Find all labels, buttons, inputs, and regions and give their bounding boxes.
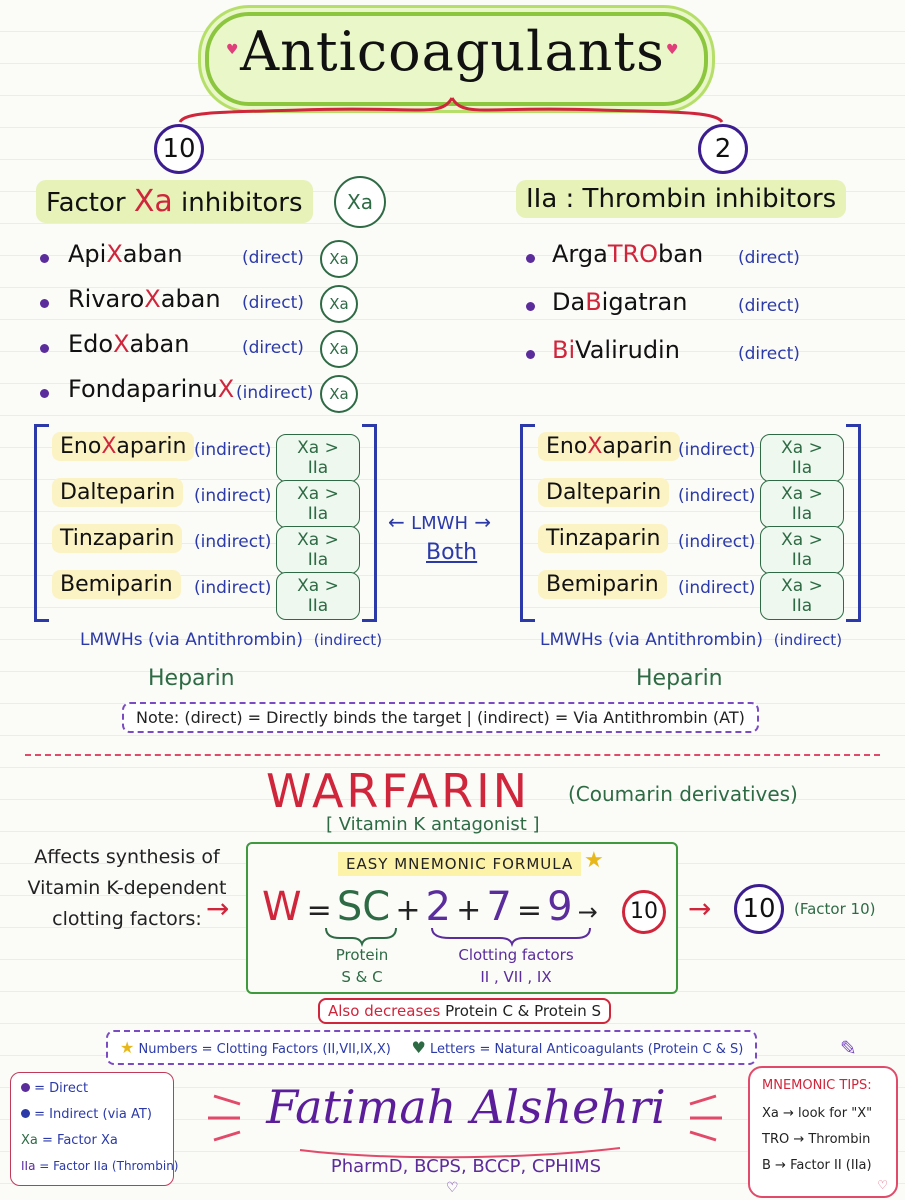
list-item: EnoXaparin (indirect) Xa > IIa	[52, 432, 362, 478]
page-title: Anticoagulants	[240, 20, 665, 83]
list-item: Bemiparin (indirect) Xa > IIa	[538, 570, 848, 616]
author-credentials: PharmD, BCPS, BCCP, CPHIMS	[330, 1156, 602, 1177]
also-decreases-box: Also decreases Protein C & Protein S	[318, 998, 611, 1024]
thrombin-heading: IIa : Thrombin inhibitors	[516, 180, 846, 218]
list-item: Dalteparin (indirect) Xa > IIa	[538, 478, 848, 524]
tip-item: B → Factor II (IIa)	[762, 1158, 872, 1173]
mnemonic-tips-box	[748, 1066, 898, 1198]
tip-item: TRO → Thrombin	[762, 1132, 871, 1147]
list-item: FondaparinuX (indirect) Xa	[40, 375, 380, 420]
factor-10-ring: 10	[622, 890, 666, 934]
arrow-left-icon: ←	[388, 510, 405, 534]
clotting-label: Clotting factors II , VII , IX	[458, 946, 574, 986]
list-item: ApiXaban (direct) Xa	[40, 240, 380, 285]
right-lmwh-caption: LMWHs (via Antithrombin) (indirect)	[540, 630, 843, 650]
left-lmwh-caption: LMWHs (via Antithrombin) (indirect)	[80, 630, 383, 650]
heart-icon: ♡	[446, 1180, 459, 1196]
list-item: Dalteparin (indirect) Xa > IIa	[52, 478, 362, 524]
star-icon: ★	[120, 1038, 135, 1057]
list-item: Bemiparin (indirect) Xa > IIa	[52, 570, 362, 616]
tips-title: MNEMONIC TIPS:	[762, 1078, 872, 1093]
list-item: Tinzaparin (indirect) Xa > IIa	[52, 524, 362, 570]
result-10-ring: 10	[734, 884, 784, 934]
vitamin-k-label: [ Vitamin K antagonist ]	[326, 814, 540, 835]
heart-icon: ♥	[411, 1038, 426, 1057]
heart-icon: ♥	[666, 42, 679, 58]
left-heparin-label: Heparin	[148, 666, 235, 691]
thrombin-count: 2	[698, 124, 748, 174]
warfarin-title: WARFARIN	[266, 764, 531, 818]
mnemonic-label: EASY MNEMONIC FORMULA	[338, 852, 581, 876]
list-item: EnoXaparin (indirect) Xa > IIa	[538, 432, 848, 478]
xa-badge: Xa	[334, 176, 386, 228]
heart-icon: ♡	[877, 1178, 888, 1192]
lmwh-both-label: Both	[426, 540, 478, 565]
paperclip-icon: ✎	[840, 1036, 857, 1060]
list-item: RivaroXaban (direct) Xa	[40, 285, 380, 330]
list-item: DaBigatran (direct)	[526, 288, 866, 336]
warfarin-subtitle: (Coumarin derivatives)	[568, 782, 798, 806]
protein-label: Protein S & C	[335, 946, 389, 986]
list-item: ArgaTROban (direct)	[526, 240, 866, 288]
xa-icon: Xa	[320, 375, 358, 413]
key-box: = Direct = Indirect (via AT) Xa = Factor Xa IIa = Factor IIa (Thrombin)	[10, 1072, 174, 1186]
arrow-right-icon: →	[688, 892, 712, 925]
affects-text: Affects synthesis of Vitamin K-dependent clotting factors:	[27, 846, 227, 930]
arrow-right-icon: →	[474, 510, 492, 534]
author-name: Fatimah Alshehri	[266, 1080, 666, 1134]
right-heparin-label: Heparin	[636, 666, 723, 691]
formula: W = SC + 2 + 7 = 9 →	[262, 884, 598, 930]
factor-xa-heading: Factor Xa inhibitors	[36, 180, 313, 223]
lmwh-both-arrows: ← LMWH →	[388, 510, 492, 534]
xa-icon: Xa	[320, 240, 358, 278]
factor-xa-count: 10	[154, 124, 204, 174]
xa-icon: Xa	[320, 285, 358, 323]
note-box: Note: (direct) = Directly binds the target | (indirect) = Via Antithrombin (AT)	[122, 702, 759, 733]
heart-icon: ♥	[226, 42, 239, 58]
legend-strip: ★ Numbers = Clotting Factors (II,VII,IX,X) ♥ Letters = Natural Anticoagulants (Protein C & S)	[106, 1030, 757, 1065]
list-item: Tinzaparin (indirect) Xa > IIa	[538, 524, 848, 570]
arrow-right-icon: →	[206, 892, 230, 925]
star-icon: ★	[584, 848, 604, 873]
xa-icon: Xa	[320, 330, 358, 368]
list-item: BiValirudin (direct)	[526, 336, 866, 384]
list-item: EdoXaban (direct) Xa	[40, 330, 380, 375]
factor-10-note: (Factor 10)	[794, 900, 876, 918]
tip-item: Xa → look for "X"	[762, 1106, 873, 1121]
